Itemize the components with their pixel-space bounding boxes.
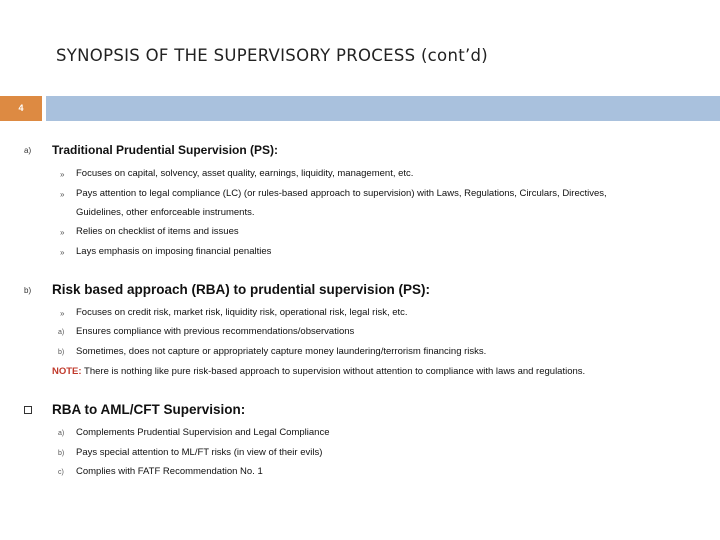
note (52, 366, 585, 377)
section-a-marker: a) (24, 146, 32, 155)
note-text: There is nothing like pure risk-based approach to supervision without attention to compliance with laws and regulations. (81, 366, 586, 377)
section-a-item-2: Pays attention to legal compliance (LC) (or rules-based approach to supervision) with Laws, Regulations, Circulars, Directives, (76, 188, 607, 199)
section-b-item-1: Focuses on credit risk, market risk, liquidity risk, operational risk, legal risk, etc. (76, 307, 408, 318)
page-number: 4 (0, 96, 42, 121)
arrow-bullet-icon: » (60, 248, 65, 257)
section-c-item-1: Complements Prudential Supervision and Legal Compliance (76, 427, 330, 438)
section-a-item-3: Relies on checklist of items and issues (76, 226, 239, 237)
section-b-item-3: Sometimes, does not capture or appropriately capture money laundering/terrorism financing risks. (76, 346, 487, 357)
arrow-bullet-icon: » (60, 190, 65, 199)
section-b-item-3-marker: b) (58, 349, 65, 356)
header-bar (46, 96, 720, 121)
section-c-item-2-marker: b) (58, 450, 65, 457)
section-b-item-2: Ensures compliance with previous recommendations/observations (76, 326, 355, 337)
section-c-heading: RBA to AML/CFT Supervision: (52, 402, 246, 417)
section-c-item-3: Complies with FATF Recommendation No. 1 (76, 466, 263, 477)
section-a-item-1: Focuses on capital, solvency, asset quality, earnings, liquidity, management, etc. (76, 168, 414, 179)
section-b-heading: Risk based approach (RBA) to prudential supervision (PS): (52, 282, 431, 297)
section-b-item-2-marker: a) (58, 329, 65, 336)
square-bullet-icon (24, 406, 32, 414)
arrow-bullet-icon: » (60, 228, 65, 237)
slide-title: SYNOPSIS OF THE SUPERVISORY PROCESS (cont’d) (56, 46, 489, 65)
section-c-item-3-marker: c) (58, 469, 64, 476)
section-a-item-4: Lays emphasis on imposing financial penalties (76, 246, 272, 257)
section-a-heading: Traditional Prudential Supervision (PS): (52, 143, 279, 157)
section-c-item-2: Pays special attention to ML/FT risks (in view of their evils) (76, 447, 323, 458)
arrow-bullet-icon: » (60, 170, 65, 179)
arrow-bullet-icon: » (60, 309, 65, 318)
section-a-item-2-continuation: Guidelines, other enforceable instruments. (76, 207, 255, 218)
section-b-marker: b) (24, 286, 32, 295)
note-label: NOTE: (52, 366, 82, 377)
section-c-item-1-marker: a) (58, 430, 65, 437)
